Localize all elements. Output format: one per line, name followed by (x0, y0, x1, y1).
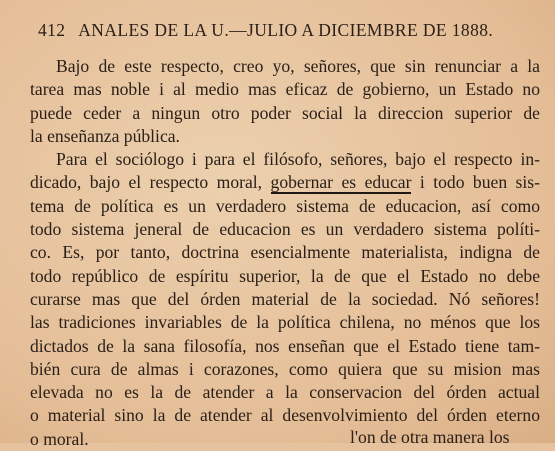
paragraph-2-line: dictados de la sana filosofía, nos enseñan que el Estado tiene tam- (30, 335, 540, 356)
paragraph-2-line: las tradiciones invariables de la política chilena, no ménos que los (30, 312, 540, 333)
paragraph-1-line: la enseñanza pública. (30, 125, 180, 146)
paragraph-2-line: elevada no es la de atender a la conservacion del órden actual (30, 382, 540, 403)
next-paragraph-fragment: l'on de otra manera los (350, 427, 510, 447)
paragraph-2-line: tema de política es un verdadero sistema de educacion, así como (30, 195, 540, 216)
paragraph-2-line: bién cura de almas i corazones, como quiera que su mision mas (30, 358, 540, 379)
body-text (30, 55, 540, 451)
page-number: 412 (38, 20, 66, 40)
paragraph-2-line: co. Es, por tanto, doctrina esencialmente materialista, indigna de (30, 242, 540, 263)
running-title: ANALES DE LA U.—JULIO A DICIEMBRE DE 1888. (78, 20, 494, 40)
underlined-phrase: gobernar es educar (270, 172, 412, 193)
line-text: i todo buen sis- (411, 172, 541, 193)
paragraph-1-line: tarea mas noble i al medio mas eficaz de gobierno, un Estado no (30, 79, 540, 100)
paragraph-2-line: o moral. (30, 428, 89, 449)
running-header (38, 20, 538, 41)
paragraph-2-line: todo sistema jeneral de educacion es un verdadero sistema políti- (30, 219, 540, 240)
paragraph-2-line: curarse mas que del órden material de la sociedad. Nó señores! (30, 288, 540, 309)
paragraph-2-line: o material sino la de atender al desenvolvimiento del órden eterno (30, 405, 540, 426)
paragraph-2-line: todo repúblico de espíritu superior, la de que el Estado no debe (30, 265, 540, 286)
paragraph-1-line: puede ceder a ningun otro poder social la direccion superior de (30, 102, 540, 123)
line-text: dicado, bajo el respecto moral, (30, 172, 271, 193)
paragraph-1-line: Bajo de este respecto, creo yo, señores, que sin renunciar a la (56, 56, 540, 76)
paragraph-2-line (30, 171, 540, 194)
paragraph-2-line: Para el sociólogo i para el filósofo, señores, bajo el respecto in- (56, 149, 540, 170)
